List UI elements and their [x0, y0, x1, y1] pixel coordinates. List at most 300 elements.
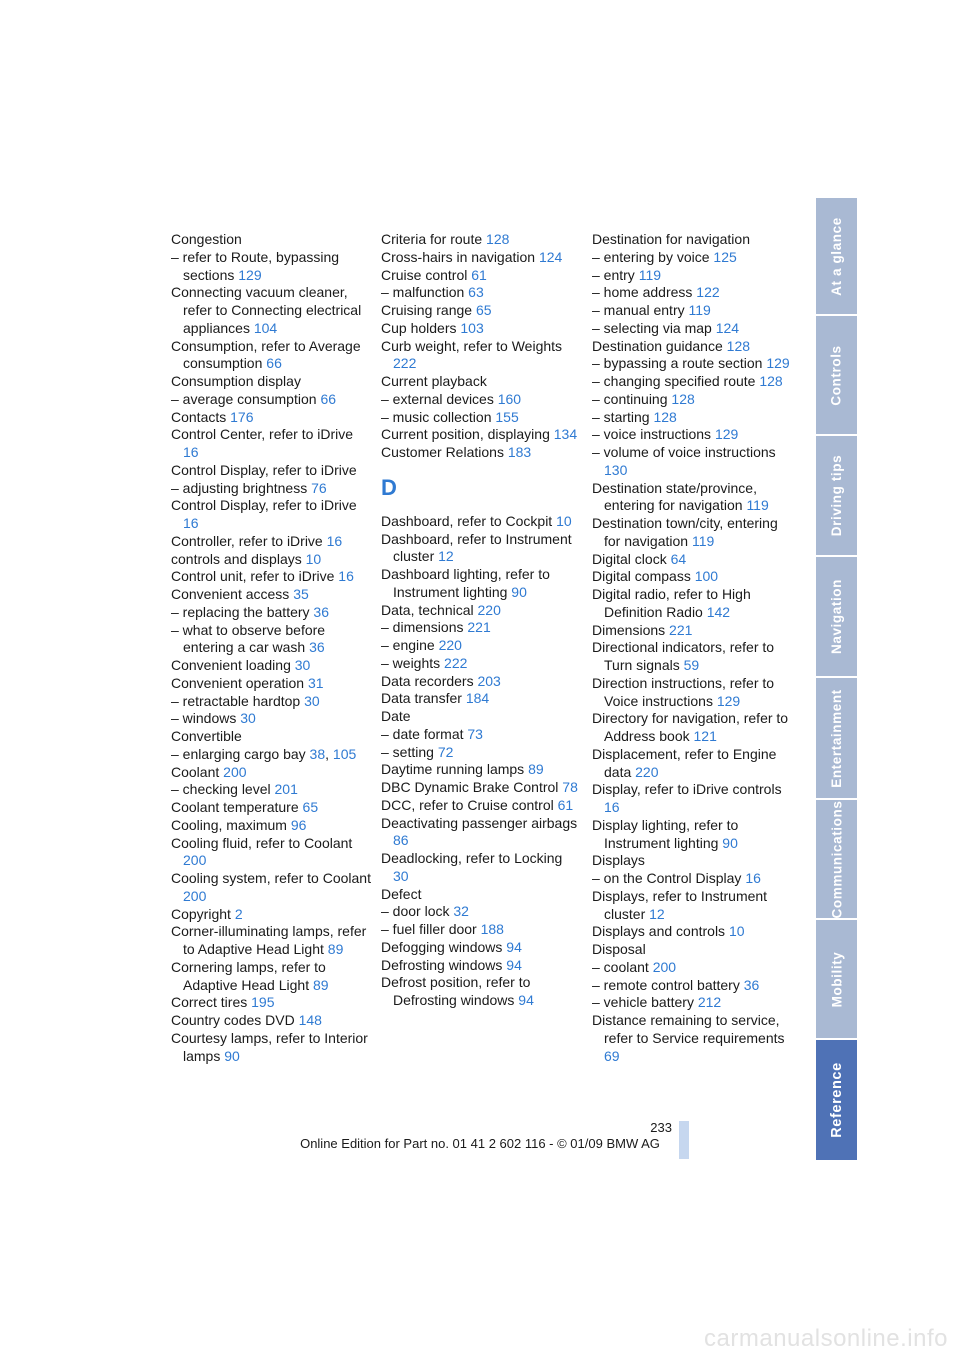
index-entry [171, 746, 371, 764]
index-term: Control Display, refer to iDrive [171, 497, 357, 514]
index-entry [171, 675, 371, 693]
page-link[interactable]: 38 [309, 745, 326, 762]
index-term: Destination town/city, entering for navigation [592, 515, 778, 549]
index-term: – bypassing a route section [592, 355, 763, 372]
page-link[interactable]: 72 [437, 743, 454, 760]
index-entry [171, 426, 371, 462]
index-entry [381, 744, 581, 762]
index-entry [171, 799, 371, 817]
page-link[interactable]: 200 [223, 763, 247, 780]
index-entry [592, 622, 792, 640]
footer-edition-note: Online Edition for Part no. 01 41 2 602 116 - © 01/09 BMW AG [300, 1136, 660, 1151]
index-term: Directional indicators, refer to Turn signals [592, 639, 775, 673]
index-entry [381, 302, 581, 320]
page-link[interactable]: 220 [438, 637, 462, 653]
index-entry [381, 531, 581, 567]
page-link[interactable]: 12 [438, 548, 454, 565]
page-link[interactable]: 78 [562, 779, 578, 795]
index-entry [171, 817, 371, 835]
index-term: – date format [381, 725, 464, 742]
page-link[interactable]: 128 [486, 231, 510, 247]
index-entry [381, 939, 581, 957]
index-term: Displays, refer to Instrument cluster [592, 887, 768, 922]
index-section-letter: D [381, 474, 397, 500]
index-entry [592, 444, 792, 480]
page-link[interactable]: 30 [240, 710, 256, 727]
index-entry [381, 637, 581, 655]
index-term: – vehicle battery [592, 994, 694, 1011]
index-entry [381, 513, 581, 531]
index-entry [592, 320, 792, 338]
index-entry [171, 249, 371, 285]
page-link[interactable]: 184 [465, 690, 490, 707]
index-term: Displays and controls [592, 923, 726, 940]
index-entry [171, 231, 371, 249]
index-entry [381, 391, 581, 409]
index-entry [592, 568, 792, 586]
index-term: Displays [592, 852, 645, 869]
page-link[interactable]: 63 [468, 284, 484, 301]
page-link[interactable]: 89 [327, 941, 344, 957]
page-link[interactable]: 86 [393, 832, 409, 849]
page-link[interactable]: 16 [338, 568, 354, 585]
index-term: Controller, refer to iDrive [171, 532, 323, 549]
index-term: Directory for navigation, refer to Address book [592, 710, 789, 744]
index-entry [381, 373, 581, 391]
page-link[interactable]: 96 [290, 816, 307, 833]
index-entry [171, 835, 371, 871]
index-entry [381, 761, 581, 779]
index-term: Destination state/province, entering for navigation [592, 479, 757, 514]
page-link[interactable]: 200 [183, 887, 207, 904]
index-entry [381, 409, 581, 427]
page-link[interactable]: 128 [726, 337, 751, 354]
index-term: Dashboard, refer to Instrument cluster [381, 530, 572, 565]
index-entry [592, 1012, 792, 1065]
page-link[interactable]: 119 [638, 266, 662, 283]
index-entry [381, 426, 581, 444]
index-entry [592, 409, 792, 427]
page-link[interactable]: 65 [302, 799, 319, 815]
index-entry [592, 249, 792, 267]
index-term: – refer to Route, bypassing sections [171, 248, 340, 283]
index-entry [592, 515, 792, 551]
index-term: – on the Control Display [592, 870, 742, 886]
page-link[interactable]: 16 [326, 532, 343, 549]
page-link[interactable]: 36 [743, 976, 760, 993]
index-term: controls and displays [171, 550, 302, 567]
index-term: – dimensions [381, 619, 464, 636]
index-entry [171, 657, 371, 675]
index-entry [592, 391, 792, 409]
page-link[interactable]: 125 [713, 248, 737, 265]
index-term: Control Center, refer to iDrive [171, 426, 354, 443]
page-link[interactable]: 10 [728, 923, 745, 940]
page-link[interactable]: 188 [480, 921, 504, 937]
index-term: Data transfer [381, 690, 462, 707]
index-entry [592, 551, 792, 569]
index-entry [171, 533, 371, 551]
index-entry [171, 551, 371, 569]
index-term: Coolant [171, 763, 220, 780]
page-link[interactable]: 128 [759, 373, 783, 389]
page-link[interactable]: 10 [305, 550, 322, 567]
page-link[interactable]: 195 [251, 994, 275, 1011]
index-term: – engine [381, 637, 435, 653]
page-link[interactable]: 90 [722, 834, 738, 851]
page-link[interactable]: 89 [312, 976, 329, 993]
index-term: Copyright [171, 905, 231, 922]
index-entry [171, 994, 371, 1012]
index-entry [171, 391, 371, 409]
index-term: Display lighting, refer to Instrument lighting [592, 816, 739, 851]
page-number: 233 [650, 1120, 672, 1135]
index-term: Cooling, maximum [171, 816, 287, 833]
index-entry [381, 974, 581, 1010]
index-entry [171, 497, 371, 533]
index-term: Date [381, 708, 411, 724]
index-term: – door lock [381, 903, 450, 920]
page-link[interactable]: 36 [313, 603, 329, 620]
tab-label: Reference [828, 1062, 845, 1138]
page-link[interactable]: 94 [518, 992, 534, 1008]
page-link[interactable]: 36 [309, 639, 325, 656]
index-entry [592, 284, 792, 302]
index-term: – windows [171, 710, 237, 727]
index-term: Cross-hairs in navigation [381, 248, 536, 265]
index-entry [592, 355, 792, 373]
index-entry [381, 779, 581, 797]
index-entry [171, 1030, 371, 1066]
index-term: – replacing the battery [171, 603, 310, 620]
page-link[interactable]: 30 [304, 692, 320, 709]
page-link[interactable]: 148 [298, 1012, 322, 1028]
index-term: – home address [592, 284, 693, 301]
index-entry [381, 619, 581, 637]
index-entry [592, 781, 792, 817]
index-term: Cruise control [381, 266, 468, 283]
index-entry [171, 604, 371, 622]
index-term: – coolant [592, 958, 649, 975]
index-entry [592, 977, 792, 995]
page-link[interactable]: 16 [604, 799, 620, 815]
index-entry [381, 320, 581, 338]
index-entry [171, 693, 371, 711]
page-link[interactable]: 35 [293, 586, 309, 602]
index-term: Convenient access [171, 586, 290, 602]
page-link[interactable]: 201 [274, 781, 298, 798]
page-link[interactable]: 203 [477, 672, 501, 689]
index-entry [592, 994, 792, 1012]
page-link[interactable]: 160 [497, 390, 522, 407]
tab-driving-tips[interactable] [816, 436, 857, 555]
index-entry [592, 710, 792, 746]
index-term: – checking level [171, 781, 271, 798]
page-link[interactable]: 104 [253, 319, 278, 336]
page-link[interactable]: 64 [670, 550, 687, 567]
index-term: Digital clock [592, 550, 667, 567]
index-entry [592, 302, 792, 320]
index-column-3 [592, 231, 792, 1065]
index-entry [381, 797, 581, 815]
page-link[interactable]: 220 [635, 763, 659, 780]
index-term: DBC Dynamic Brake Control [381, 779, 559, 795]
page-link[interactable]: 105 [332, 745, 357, 762]
tab-label: Navigation [829, 578, 845, 655]
index-term: Defect [381, 885, 422, 902]
index-column-2 [381, 231, 581, 1010]
index-entry [592, 586, 792, 622]
page-link[interactable]: 66 [266, 355, 282, 372]
page-link[interactable]: 212 [697, 994, 722, 1011]
index-term: – setting [381, 743, 434, 760]
index-term: – retractable hardtop [171, 692, 301, 709]
tab-at-a-glance[interactable] [816, 198, 857, 314]
page-link[interactable]: 103 [460, 319, 484, 336]
page-link[interactable]: 65 [475, 302, 492, 318]
page-link[interactable]: 61 [557, 796, 574, 813]
index-term: – voice instructions [592, 426, 712, 443]
tab-label: Communications [829, 800, 845, 918]
index-term: Cruising range [381, 302, 473, 318]
index-term: – fuel filler door [381, 921, 477, 937]
index-term: Congestion [171, 231, 242, 247]
index-entry [592, 426, 792, 444]
index-entry [171, 870, 371, 906]
page-link[interactable]: 94 [506, 956, 522, 973]
page-link[interactable]: 129 [238, 266, 262, 283]
page-link[interactable]: 73 [467, 725, 483, 742]
index-entry [381, 673, 581, 691]
index-term: Dashboard, refer to Cockpit [381, 512, 553, 529]
page-link[interactable]: 124 [715, 319, 740, 336]
index-entry [381, 655, 581, 673]
index-entry [171, 586, 371, 604]
page-link[interactable]: 128 [653, 408, 677, 425]
page-link[interactable]: 32 [453, 903, 469, 920]
page-link[interactable]: 121 [693, 728, 717, 744]
index-term: DCC, refer to Cruise control [381, 796, 554, 813]
index-entry [171, 284, 371, 337]
page-link[interactable]: 31 [308, 674, 324, 691]
page-link[interactable]: 155 [495, 408, 519, 425]
index-entry [171, 959, 371, 995]
page-link[interactable]: 90 [511, 583, 527, 600]
tab-label: At a glance [829, 216, 844, 296]
index-entry [592, 231, 792, 249]
page-link[interactable]: 122 [696, 284, 720, 301]
index-term: Dimensions [592, 621, 666, 638]
index-entry [592, 852, 792, 870]
page-link[interactable]: 200 [652, 958, 677, 975]
index-term: – malfunction [381, 284, 465, 301]
index-entry [381, 444, 581, 462]
page-link[interactable]: 16 [183, 515, 199, 531]
index-term: – manual entry [592, 302, 685, 318]
index-term: Data, technical [381, 601, 474, 618]
tab-mobility[interactable] [816, 920, 857, 1038]
index-term: Destination for navigation [592, 231, 750, 247]
index-entry [381, 708, 581, 726]
page-link[interactable]: 94 [506, 938, 522, 955]
index-entry [171, 764, 371, 782]
page-link[interactable]: 200 [183, 852, 207, 869]
page-link[interactable]: 16 [183, 444, 199, 460]
page-link[interactable]: 76 [311, 479, 327, 496]
index-entry [592, 923, 792, 941]
page-link[interactable]: 119 [746, 497, 769, 514]
page-link[interactable]: 61 [471, 266, 487, 283]
page-link[interactable]: 89 [528, 761, 544, 778]
index-entry [171, 462, 371, 480]
index-entry [592, 817, 792, 853]
index-term: Corner-illuminating lamps, refer to Adaptive Head Light [171, 923, 367, 957]
page-link[interactable]: 69 [604, 1047, 620, 1064]
index-term: Courtesy lamps, refer to Interior lamps [171, 1029, 368, 1064]
index-term: Distance remaining to service, refer to Service requirements [592, 1012, 785, 1046]
index-term: Contacts [171, 408, 227, 425]
page-separator: , [325, 745, 333, 762]
index-entry [381, 284, 581, 302]
page-link[interactable]: 59 [683, 657, 700, 673]
index-term: Convenient operation [171, 674, 305, 691]
page-link[interactable]: 176 [230, 408, 254, 425]
index-entry [171, 338, 371, 374]
index-term: – enlarging cargo bay [171, 745, 306, 762]
index-term: Criteria for route [381, 231, 483, 247]
page-link[interactable]: 128 [671, 390, 695, 407]
page-link[interactable]: 129 [714, 426, 739, 443]
index-entry [171, 781, 371, 799]
index-term: Disposal [592, 941, 646, 957]
page-link[interactable]: 30 [393, 867, 409, 884]
page-link[interactable]: 221 [467, 619, 491, 636]
tab-navigation[interactable] [816, 557, 857, 676]
watermark: carmanualsonline.info [704, 1325, 948, 1352]
page-link[interactable]: 142 [706, 603, 731, 620]
index-term: Dashboard lighting, refer to Instrument lighting [381, 566, 550, 600]
index-term: – entry [592, 266, 635, 283]
index-entry [592, 373, 792, 391]
tab-label: Controls [829, 344, 845, 406]
index-entry [381, 850, 581, 886]
page-link[interactable]: 10 [556, 512, 572, 529]
index-term: Displacement, refer to Engine data [592, 745, 777, 780]
index-term: – volume of voice instructions [592, 444, 776, 460]
page-link[interactable]: 12 [649, 905, 665, 922]
index-entry [592, 888, 792, 924]
page-link[interactable]: 222 [393, 355, 417, 372]
index-entry [171, 409, 371, 427]
tab-label: Driving tips [829, 454, 844, 537]
index-term: – external devices [381, 390, 494, 407]
index-term: – adjusting brightness [171, 479, 308, 496]
index-entry [381, 886, 581, 904]
index-entry [381, 815, 581, 851]
index-term: – changing specified route [592, 373, 756, 389]
index-entry [381, 602, 581, 620]
tab-controls[interactable] [816, 316, 857, 434]
page-link[interactable]: 129 [766, 355, 790, 372]
index-entry [171, 480, 371, 498]
index-entry [381, 690, 581, 708]
index-term: Country codes DVD [171, 1012, 295, 1028]
index-term: Defrost position, refer to Defrosting windows [381, 974, 531, 1008]
index-term: Daytime running lamps [381, 761, 525, 778]
index-entry [381, 231, 581, 249]
page-link[interactable]: 129 [716, 692, 741, 709]
index-entry [592, 746, 792, 782]
index-entry [171, 568, 371, 586]
index-term: Defrosting windows [381, 956, 503, 973]
page-link[interactable]: 30 [294, 657, 311, 673]
index-entry [381, 338, 581, 374]
index-term: Convenient loading [171, 657, 291, 673]
index-entry [592, 267, 792, 285]
index-term: Convertible [171, 728, 242, 744]
index-term: Direction instructions, refer to Voice instructions [592, 674, 775, 709]
index-term: Control unit, refer to iDrive [171, 568, 335, 585]
page-link[interactable]: 66 [320, 390, 337, 407]
index-entry [592, 480, 792, 516]
page-link[interactable]: 119 [691, 532, 715, 549]
index-term: – continuing [592, 390, 668, 407]
index-term: Coolant temperature [171, 799, 299, 815]
page-link[interactable]: 183 [507, 444, 532, 460]
page-link[interactable]: 130 [604, 461, 628, 478]
page-link[interactable]: 16 [745, 870, 761, 886]
page-link[interactable]: 100 [694, 568, 719, 585]
page-link[interactable]: 124 [538, 248, 563, 265]
tab-label: Mobility [829, 951, 845, 1007]
index-entry [381, 566, 581, 602]
index-entry [171, 728, 371, 746]
index-entry [592, 941, 792, 959]
index-entry [381, 726, 581, 744]
page-link[interactable]: 221 [669, 621, 693, 638]
index-term: Connecting vacuum cleaner, refer to Connecting electrical appliances [171, 284, 362, 336]
index-term: Defogging windows [381, 938, 503, 955]
index-term: – remote control battery [592, 976, 740, 993]
index-term: Digital radio, refer to High Definition Radio [592, 586, 751, 620]
index-term: Destination guidance [592, 337, 723, 354]
index-entry [171, 622, 371, 658]
index-term: Correct tires [171, 994, 248, 1011]
index-term: Current position, displaying [381, 426, 550, 443]
tab-label: Entertainment [829, 688, 844, 788]
page-link[interactable]: 90 [224, 1047, 240, 1064]
page-link[interactable]: 134 [553, 426, 578, 443]
tab-entertainment[interactable] [816, 678, 857, 798]
index-entry [592, 675, 792, 711]
index-column-1 [171, 231, 371, 1065]
index-entry [381, 957, 581, 975]
index-term: Deactivating passenger airbags [381, 814, 578, 831]
page-link[interactable]: 119 [688, 302, 711, 318]
index-entry [592, 959, 792, 977]
index-entry [171, 710, 371, 728]
tab-communications[interactable] [816, 800, 857, 918]
index-term: Deadlocking, refer to Locking [381, 850, 563, 866]
page-link[interactable]: 2 [234, 905, 243, 922]
index-term: – what to observe before entering a car wash [171, 621, 326, 656]
page-link[interactable]: 222 [444, 654, 468, 671]
index-term: Cup holders [381, 319, 457, 336]
index-term: Customer Relations [381, 444, 504, 460]
page-link[interactable]: 220 [477, 601, 501, 618]
index-entry [381, 249, 581, 267]
index-term: – entering by voice [592, 248, 710, 265]
